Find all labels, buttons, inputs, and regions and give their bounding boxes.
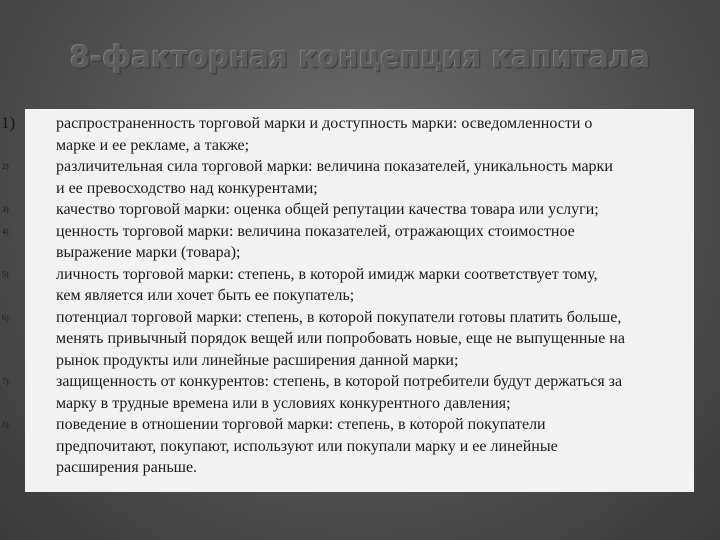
list-item-line: кем является или хочет быть ее покупатель; bbox=[56, 287, 355, 304]
list-item-number: 5) bbox=[2, 269, 9, 279]
list-item-text bbox=[56, 371, 694, 414]
list-item-line: менять привычный порядок вещей или попробовать новые, еще не выпущенные на bbox=[56, 330, 625, 347]
list-item-line: и ее превосходство над конкурентами; bbox=[56, 179, 318, 197]
list-item-line: защищенность от конкурентов: степень, в которой потребители будут держаться за bbox=[56, 373, 623, 390]
list-item-text bbox=[56, 221, 694, 264]
list-item-text bbox=[56, 307, 694, 372]
list-item-line: марку в трудные времена или в условиях конкурентного давления; bbox=[56, 394, 511, 412]
list-item-line: поведение в отношении торговой марки: степень, в которой покупатели bbox=[56, 416, 546, 433]
list-item-number: 2) bbox=[2, 162, 9, 171]
list-item-line: личность торговой марки: степень, в которой имидж марки соответствует тому, bbox=[56, 265, 598, 283]
list-item-number: 3) bbox=[2, 205, 9, 214]
list-item-line: выражение марки (товара); bbox=[56, 244, 241, 261]
list-item-number: 4) bbox=[2, 226, 9, 236]
list-item-number: 6) bbox=[2, 312, 9, 322]
list-item bbox=[2, 371, 694, 414]
list-item bbox=[2, 199, 694, 221]
list-item-line: рынок продукты или линейные расширения данной марки; bbox=[56, 351, 459, 369]
list-item-line: предпочитают, покупают, используют или покупали марку и ее линейные bbox=[56, 437, 558, 455]
list-item-line: потенциал торговой марки: степень, в которой покупатели готовы платить больше, bbox=[56, 308, 622, 326]
factor-list bbox=[1, 113, 694, 479]
list-item bbox=[2, 264, 694, 307]
list-item-line: качество торговой марки: оценка общей репутации качества товара или услуги; bbox=[56, 201, 599, 218]
list-item-line: ценность торговой марки: величина показателей, отражающих стоимостное bbox=[56, 222, 575, 240]
list-item-line: расширения раньше. bbox=[56, 459, 198, 476]
list-item-text bbox=[56, 264, 694, 307]
list-item-number: 1) bbox=[1, 113, 16, 132]
list-item-text bbox=[56, 199, 694, 221]
list-item bbox=[2, 307, 694, 372]
list-item-number: 8) bbox=[2, 420, 9, 429]
list-item bbox=[2, 414, 694, 479]
list-item-number: 7) bbox=[2, 377, 9, 386]
list-item bbox=[2, 156, 694, 199]
content-box bbox=[1, 109, 694, 492]
list-item bbox=[2, 221, 694, 264]
list-item-text bbox=[56, 414, 694, 479]
list-item-text bbox=[56, 113, 694, 156]
slide-title: 8-факторная концепция капитала bbox=[69, 40, 651, 74]
list-item-text bbox=[56, 156, 694, 199]
list-item-line: распространенность торговой марки и доступность марки: осведомленности о bbox=[56, 115, 593, 132]
list-item bbox=[1, 113, 694, 156]
list-item-line: различительная сила торговой марки: величина показателей, уникальность марки bbox=[56, 158, 613, 175]
list-item-line: марке и ее рекламе, а также; bbox=[56, 136, 250, 154]
